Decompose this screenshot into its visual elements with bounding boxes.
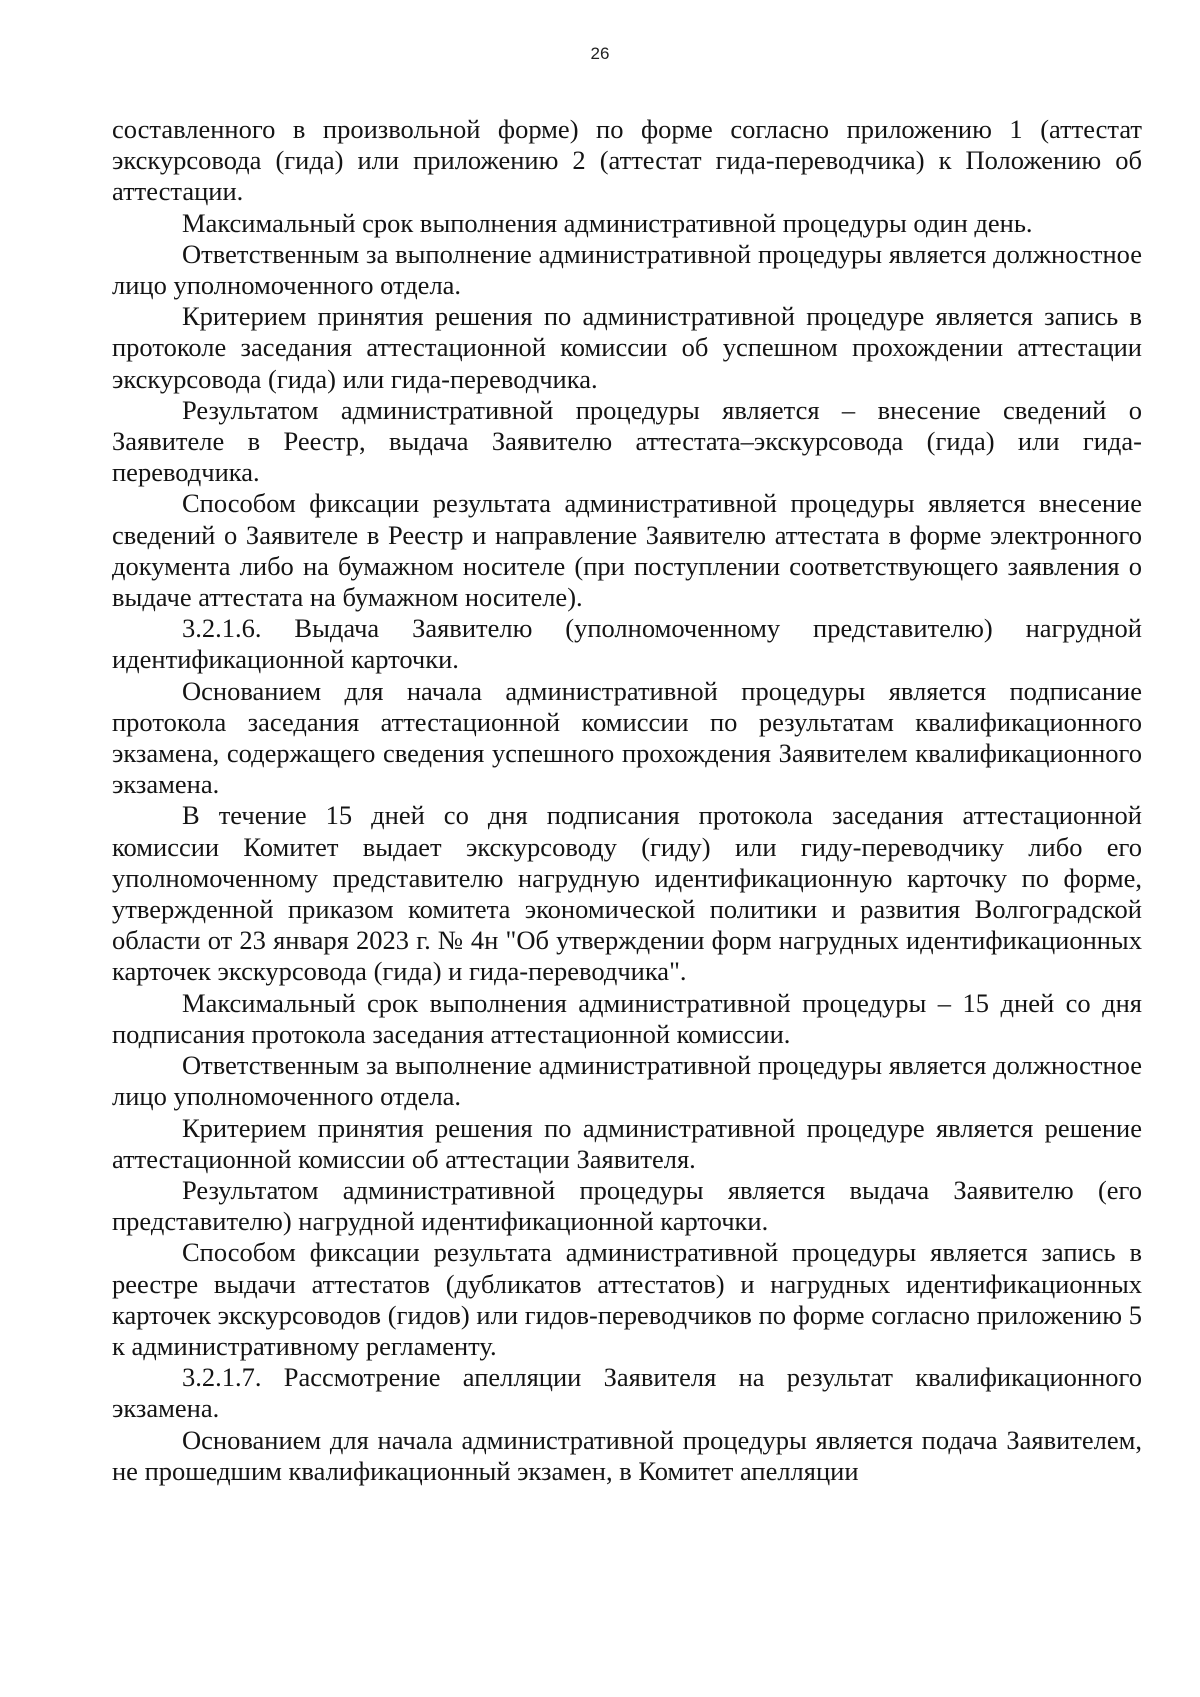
paragraph-criterion-2: Критерием принятия решения по административной процедуре является решение аттестационной комиссии об аттестации Заявителя. [112, 1112, 1142, 1174]
paragraph-max-term-2: Максимальный срок выполнения административной процедуры – 15 дней со дня подписания протокола заседания аттестационной комиссии. [112, 987, 1142, 1049]
section-heading-3-2-1-7: 3.2.1.7. Рассмотрение апелляции Заявителя на результат квалификационного экзамена. [112, 1362, 1142, 1424]
page-number: 26 [590, 44, 610, 63]
paragraph-fixation: Способом фиксации результата административной процедуры является внесение сведений о Заявителе в Реестр и направление Заявителю аттестата в форме электронного документа либо на бумажном носителе (при поступлении соответствующего заявления о выдаче аттестата на бумажном носителе). [112, 488, 1142, 613]
paragraph-max-term: Максимальный срок выполнения административной процедуры один день. [182, 207, 1033, 238]
paragraph-basis: Основанием для начала административной процедуры является подписание протокола заседания аттестационной комиссии по результатам квалификационного экзамена, содержащего сведения успешного прохождения Заявителем квалификационного экзамена. [112, 675, 1142, 800]
paragraph-result-2: Результатом административной процедуры является выдача Заявителю (его представителю) нагрудной идентификационной карточки. [112, 1174, 1142, 1237]
section-heading-3-2-1-6: 3.2.1.6. Выдача Заявителю (уполномоченному представителю) нагрудной идентификационной карточки. [112, 613, 1142, 675]
paragraph-continuation: составленного в произвольной форме) по форме согласно приложению 1 (аттестат экскурсовода (гида) или приложению 2 (аттестат гида-переводчика) к Положению об аттестации. [112, 114, 1142, 207]
paragraph-responsible: Ответственным за выполнение административной процедуры является должностное лицо уполномоченного отдела. [112, 238, 1142, 301]
body-text [112, 114, 1142, 1487]
paragraph-criterion: Критерием принятия решения по административной процедуре является запись в протоколе заседания аттестационной комиссии об успешном прохождении аттестации экскурсовода (гида) или гида-переводчика. [112, 301, 1142, 394]
paragraph-result: Результатом административной процедуры является – внесение сведений о Заявителе в Реестр, выдача Заявителю аттестата–экскурсовода (гида) или гида-переводчика. [112, 394, 1142, 488]
paragraph-fixation-2: Способом фиксации результата административной процедуры является запись в реестре выдачи аттестатов (дубликатов аттестатов) и нагрудных идентификационных карточек экскурсоводов (гидов) или гидов-переводчиков по форме согласно приложению 5 к административному регламенту. [112, 1237, 1142, 1361]
paragraph-issue-term: В течение 15 дней со дня подписания протокола заседания аттестационной комиссии Комитет выдает экскурсоводу (гиду) или гиду-переводчику либо его уполномоченному представителю нагрудную идентификационную карточку по форме, утвержденной приказом комитета экономической политики и развития Волгоградской области от 23 января 2023 г. № 4н "Об утверждении форм нагрудных идентификационных карточек экскурсовода (гида) и гида-переводчика". [112, 800, 1142, 987]
paragraph-responsible-2: Ответственным за выполнение административной процедуры является должностное лицо уполномоченного отдела. [112, 1050, 1142, 1112]
paragraph-basis-2: Основанием для начала административной процедуры является подача Заявителем, не прошедшим квалификационный экзамен, в Комитет апелляции [112, 1424, 1142, 1486]
